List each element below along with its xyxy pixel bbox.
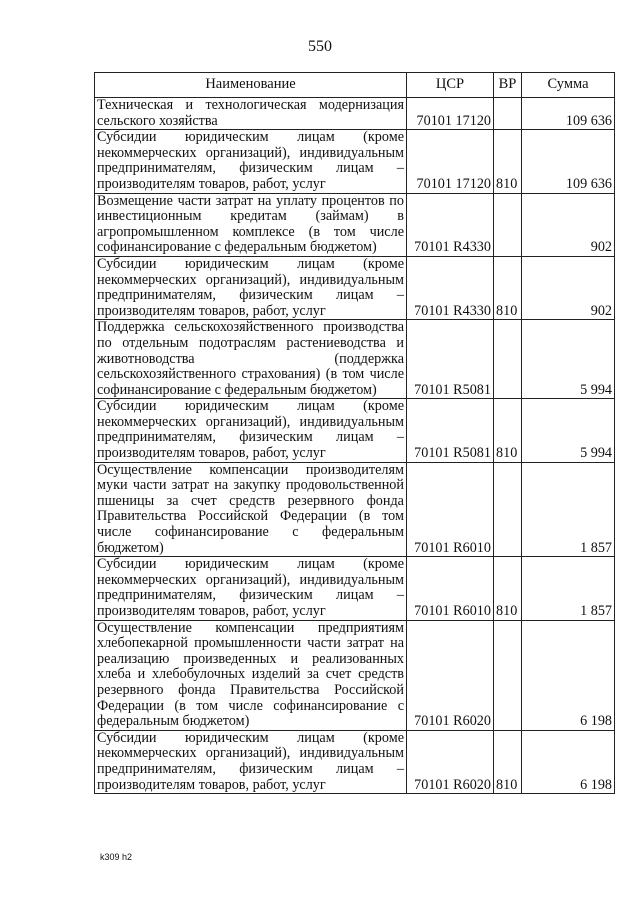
row-sum: 109 636 <box>522 98 615 130</box>
table-row <box>95 462 615 557</box>
page-number: 550 <box>308 38 332 55</box>
row-csr: 70101 R6020 <box>407 730 494 793</box>
header-name: Наименование <box>95 73 407 98</box>
row-name: Субсидии юридическим лицам (кроме некоммерческих организаций), индивидуальным предпринимателям, физическим лицам – производителям товаров, работ, услуг <box>95 557 407 620</box>
row-csr: 70101 R5081 <box>407 399 494 462</box>
row-sum: 902 <box>522 256 615 319</box>
table-row <box>95 620 615 730</box>
header-vr: ВР <box>494 73 522 98</box>
row-vr: 810 <box>494 130 522 193</box>
row-csr: 70101 R4330 <box>407 193 494 256</box>
row-sum: 5 994 <box>522 320 615 399</box>
row-sum: 5 994 <box>522 399 615 462</box>
header-csr: ЦСР <box>407 73 494 98</box>
row-sum: 1 857 <box>522 557 615 620</box>
row-vr: 810 <box>494 730 522 793</box>
row-name: Возмещение части затрат на уплату процентов по инвестиционным кредитам (займам) в агропромышленном комплексе (в том числе софинансирование с федеральным бюджетом) <box>95 193 407 256</box>
row-sum: 109 636 <box>522 130 615 193</box>
row-name: Поддержка сельскохозяйственного производства по отдельным подотраслям растениеводства и животноводства (поддержка сельскохозяйственного страхования) (в том числе софинансирование с федеральным бюджетом) <box>95 320 407 399</box>
row-csr: 70101 R6010 <box>407 557 494 620</box>
table-header-row <box>95 73 615 98</box>
row-sum: 6 198 <box>522 730 615 793</box>
table-row <box>95 98 615 130</box>
table-row <box>95 256 615 319</box>
table-row <box>95 730 615 793</box>
row-csr: 70101 R6020 <box>407 620 494 730</box>
table-row <box>95 130 615 193</box>
table-row <box>95 399 615 462</box>
row-csr: 70101 17120 <box>407 130 494 193</box>
row-sum: 1 857 <box>522 462 615 557</box>
row-vr <box>494 620 522 730</box>
row-csr: 70101 R6010 <box>407 462 494 557</box>
row-vr: 810 <box>494 256 522 319</box>
row-vr <box>494 320 522 399</box>
row-name: Осуществление компенсации производителям муки части затрат на закупку продовольственной пшеницы за счет средств резервного фонда Правительства Российской Федерации (в том числе софинансирование с федеральным бюджетом) <box>95 462 407 557</box>
row-vr <box>494 98 522 130</box>
row-name: Субсидии юридическим лицам (кроме некоммерческих организаций), индивидуальным предпринимателям, физическим лицам – производителям товаров, работ, услуг <box>95 730 407 793</box>
document-code: k309 h2 <box>100 852 133 862</box>
row-name: Техническая и технологическая модернизация сельского хозяйства <box>95 98 407 130</box>
row-name: Осуществление компенсации предприятиям хлебопекарной промышленности части затрат на реализацию произведенных и реализованных хлеба и хлебобулочных изделий за счет средств резервного фонда Правительства Российской Федерации (в том числе софинансирование с федеральным бюджетом) <box>95 620 407 730</box>
table-row <box>95 320 615 399</box>
budget-table <box>94 72 615 794</box>
row-csr: 70101 R5081 <box>407 320 494 399</box>
row-vr <box>494 193 522 256</box>
row-name: Субсидии юридическим лицам (кроме некоммерческих организаций), индивидуальным предпринимателям, физическим лицам – производителям товаров, работ, услуг <box>95 256 407 319</box>
row-name: Субсидии юридическим лицам (кроме некоммерческих организаций), индивидуальным предпринимателям, физическим лицам – производителям товаров, работ, услуг <box>95 399 407 462</box>
row-sum: 6 198 <box>522 620 615 730</box>
row-vr: 810 <box>494 399 522 462</box>
table-row <box>95 557 615 620</box>
row-sum: 902 <box>522 193 615 256</box>
header-sum: Сумма <box>522 73 615 98</box>
row-vr: 810 <box>494 557 522 620</box>
table-row <box>95 193 615 256</box>
row-name: Субсидии юридическим лицам (кроме некоммерческих организаций), индивидуальным предпринимателям, физическим лицам – производителям товаров, работ, услуг <box>95 130 407 193</box>
row-csr: 70101 17120 <box>407 98 494 130</box>
row-vr <box>494 462 522 557</box>
row-csr: 70101 R4330 <box>407 256 494 319</box>
